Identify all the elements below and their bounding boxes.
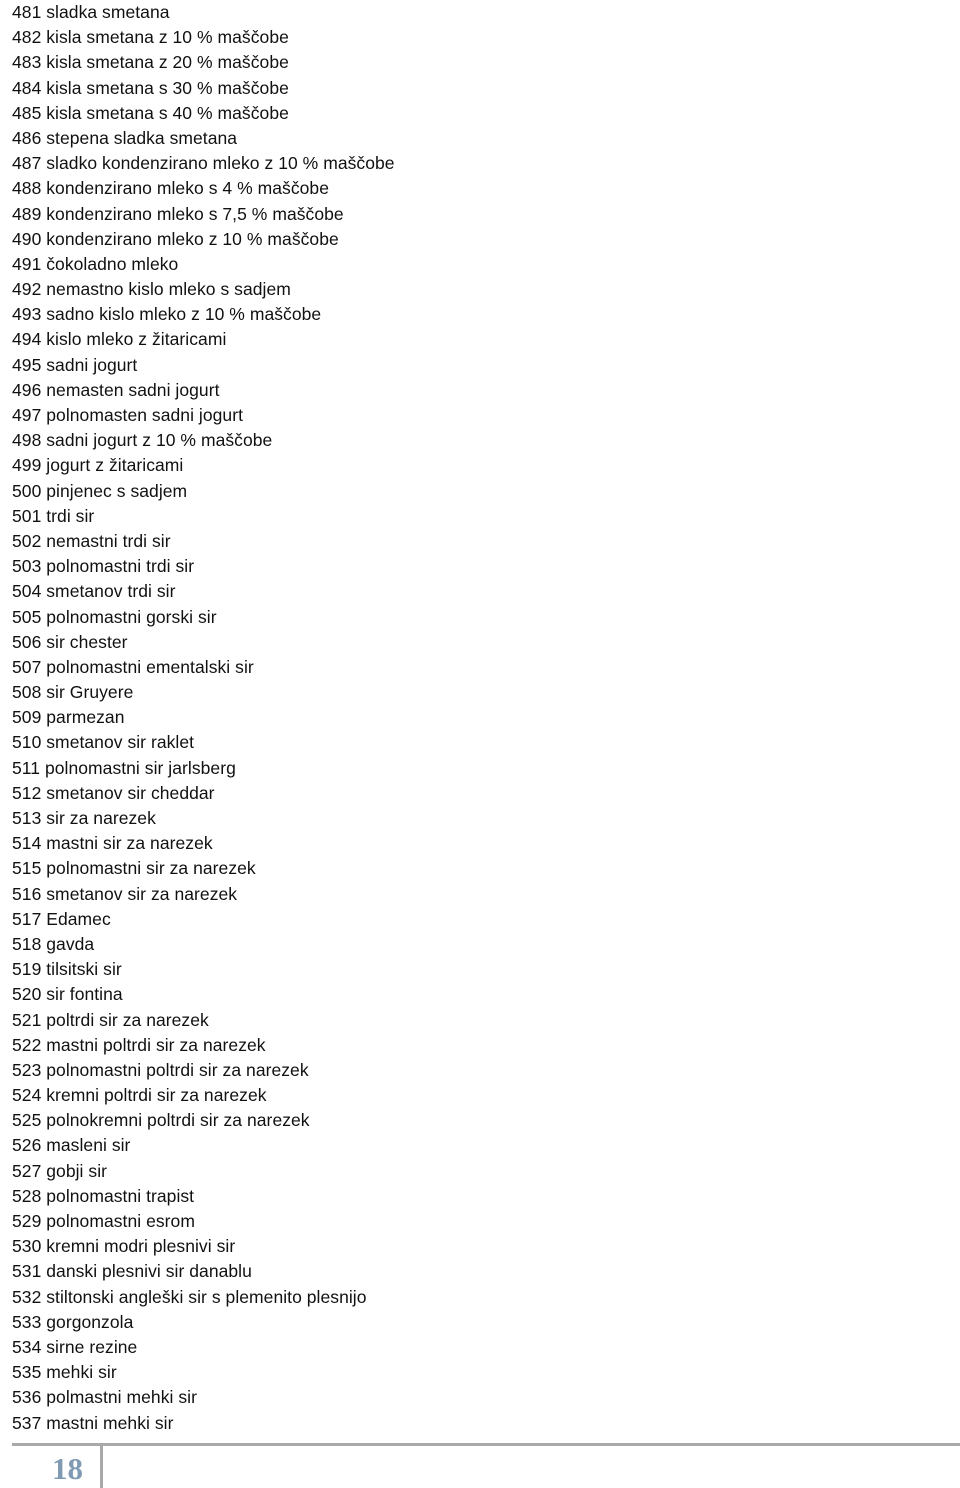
list-item: 520 sir fontina [12,984,123,1005]
list-item: 490 kondenzirano mleko z 10 % maščobe [12,228,339,249]
list-item: 500 pinjenec s sadjem [12,480,188,501]
list-item: 491 čokoladno mleko [12,253,179,274]
list-item: 511 polnomastni sir jarlsberg [12,757,236,778]
list-item: 528 polnomastni trapist [12,1185,195,1206]
list-item: 499 jogurt z žitaricami [12,455,184,476]
list-item: 523 polnomastni poltrdi sir za narezek [12,1059,309,1080]
list-item: 494 kislo mleko z žitaricami [12,329,227,350]
footer-rule [12,1443,960,1446]
list-item: 498 sadni jogurt z 10 % maščobe [12,430,273,451]
list-item: 512 smetanov sir cheddar [12,782,215,803]
list-item: 516 smetanov sir za narezek [12,883,238,904]
list-item: 526 masleni sir [12,1135,131,1156]
list-item: 481 sladka smetana [12,2,170,22]
list-item: 510 smetanov sir raklet [12,732,195,753]
list-item: 486 stepena sladka smetana [12,127,238,148]
list-item: 514 mastni sir za narezek [12,833,213,854]
list-item: 493 sadno kislo mleko z 10 % maščobe [12,304,322,325]
list-item: 533 gorgonzola [12,1311,134,1332]
page-number-divider [100,1446,103,1488]
list-item: 536 polmastni mehki sir [12,1387,197,1408]
list-item: 497 polnomasten sadni jogurt [12,405,244,425]
list-item: 488 kondenzirano mleko s 4 % maščobe [12,178,329,199]
list-item: 489 kondenzirano mleko s 7,5 % maščobe [12,203,344,224]
list-item: 518 gavda [12,933,95,954]
list-item: 503 polnomastni trdi sir [12,556,195,577]
list-item: 492 nemastno kislo mleko s sadjem [12,279,291,300]
list-item: 495 sadni jogurt [12,354,138,375]
list-item: 502 nemastni trdi sir [12,530,171,551]
list-item: 506 sir chester [12,631,128,652]
list-item: 525 polnokremni poltrdi sir za narezek [12,1110,310,1131]
page-number: 18 [52,1451,83,1486]
list-item: 524 kremni poltrdi sir za narezek [12,1085,267,1106]
list-item: 527 gobji sir [12,1160,108,1181]
list-item: 515 polnomastni sir za narezek [12,858,256,879]
list-item: 513 sir za narezek [12,808,156,828]
list-item: 505 polnomastni gorski sir [12,606,217,627]
list-item: 535 mehki sir [12,1362,117,1383]
list-item: 482 kisla smetana z 10 % maščobe [12,27,289,48]
list-item: 484 kisla smetana s 30 % maščobe [12,77,289,98]
item-list [12,0,395,1436]
list-item: 485 kisla smetana s 40 % maščobe [12,102,289,123]
list-item: 531 danski plesnivi sir danablu [12,1261,252,1282]
list-item: 522 mastni poltrdi sir za narezek [12,1034,266,1055]
list-item: 534 sirne rezine [12,1336,138,1357]
list-item: 530 kremni modri plesnivi sir [12,1236,236,1257]
list-item: 537 mastni mehki sir [12,1412,174,1433]
list-item: 507 polnomastni ementalski sir [12,656,254,677]
list-item: 509 parmezan [12,707,125,728]
list-item: 504 smetanov trdi sir [12,581,176,602]
list-item: 521 poltrdi sir za narezek [12,1009,209,1030]
list-item: 532 stiltonski angleški sir s plemenito plesnijo [12,1286,367,1307]
list-item: 519 tilsitski sir [12,959,122,980]
list-item: 508 sir Gruyere [12,682,134,703]
list-item: 517 Edamec [12,908,111,929]
list-item: 487 sladko kondenzirano mleko z 10 % maščobe [12,153,395,174]
list-item: 501 trdi sir [12,505,95,526]
list-item: 529 polnomastni esrom [12,1211,195,1231]
list-item: 496 nemasten sadni jogurt [12,379,220,400]
list-item: 483 kisla smetana z 20 % maščobe [12,52,289,73]
